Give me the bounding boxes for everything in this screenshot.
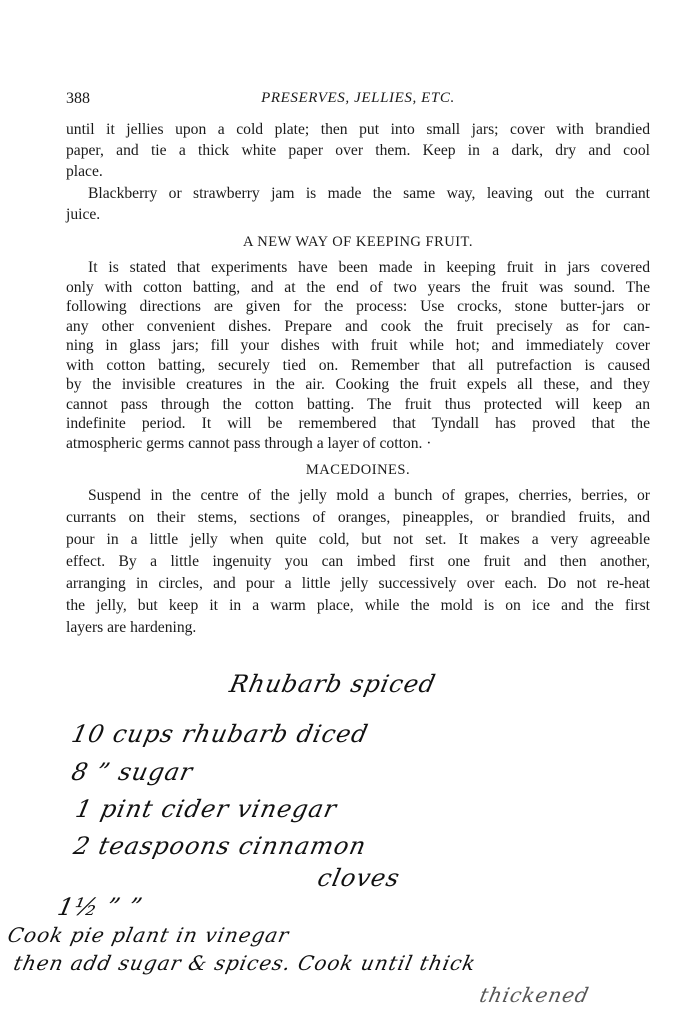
handwritten-title: Rhubarb spiced	[227, 670, 439, 698]
text-line: ning in glass jars; fill your dishes with fruit while hot; and immediately cover	[66, 337, 650, 354]
handwritten-line: 2 teaspoons cinnamon	[71, 832, 370, 860]
text-line: the jelly, but keep it in a warm place, while the mold is on ice and the first	[66, 597, 650, 614]
handwritten-line: thickened	[477, 983, 592, 1007]
text-line: Suspend in the centre of the jelly mold a bunch of grapes, cherries, berries, or	[88, 487, 650, 504]
text-line: effect. By a little ingenuity you can imbed first one fruit and then another,	[66, 553, 650, 570]
text-line: by the invisible creatures in the air. Cooking the fruit expels all these, and they	[66, 376, 650, 393]
text-line: following directions are given for the process: Use crocks, stone butter-jars or	[66, 298, 650, 315]
handwritten-line: 1½ ” ”	[55, 893, 146, 921]
handwritten-line: Cook pie plant in vinegar	[5, 923, 292, 947]
handwritten-line: 8 ” sugar	[69, 758, 196, 786]
handwritten-line: 10 cups rhubarb diced	[69, 720, 372, 748]
handwritten-line: 1 pint cider vinegar	[73, 795, 340, 823]
text-line: layers are hardening.	[66, 619, 197, 636]
text-line: juice.	[66, 206, 101, 223]
text-line: Blackberry or strawberry jam is made the same way, leaving out the currant	[88, 185, 650, 202]
running-title: PRESERVES, JELLIES, ETC.	[261, 90, 455, 106]
text-line: pour in a little jelly when quite cold, but not set. It makes a very agreeable	[66, 531, 650, 548]
handwritten-line: cloves	[315, 864, 403, 892]
text-line: any other convenient dishes. Prepare and cook the fruit precisely as for can-	[66, 317, 650, 335]
text-line: place.	[66, 163, 103, 180]
text-line: paper, and tie a thick white paper over them. Keep in a dark, dry and cool	[66, 142, 650, 159]
section-heading: A NEW WAY OF KEEPING FRUIT.	[243, 234, 473, 250]
text-line: only with cotton batting, and at the end of two years the fruit was sound. The	[66, 278, 650, 296]
handwritten-line: then add sugar & spices. Cook until thick	[11, 951, 479, 975]
text-line: with cotton batting, securely tied on. Remember that all putrefaction is caused	[66, 356, 650, 374]
text-line: indefinite period. It will be remembered that Tyndall has proved that the	[66, 415, 650, 432]
text-line: atmospheric germs cannot pass through a layer of cotton. ·	[66, 434, 432, 452]
text-line: until it jellies upon a cold plate; then put into small jars; cover with brandied	[66, 121, 650, 138]
text-line: It is stated that experiments have been made in keeping fruit in jars covered	[88, 259, 650, 276]
text-line: arranging in circles, and pour a little jelly successively over each. Do not re-heat	[66, 575, 650, 592]
text-line: currants on their stems, sections of oranges, pineapples, or brandied fruits, and	[66, 509, 650, 526]
page-number: 388	[66, 90, 90, 107]
section-heading: MACEDOINES.	[305, 462, 411, 478]
text-line: cannot pass through the cotton batting. The fruit thus protected will keep an	[66, 395, 650, 413]
